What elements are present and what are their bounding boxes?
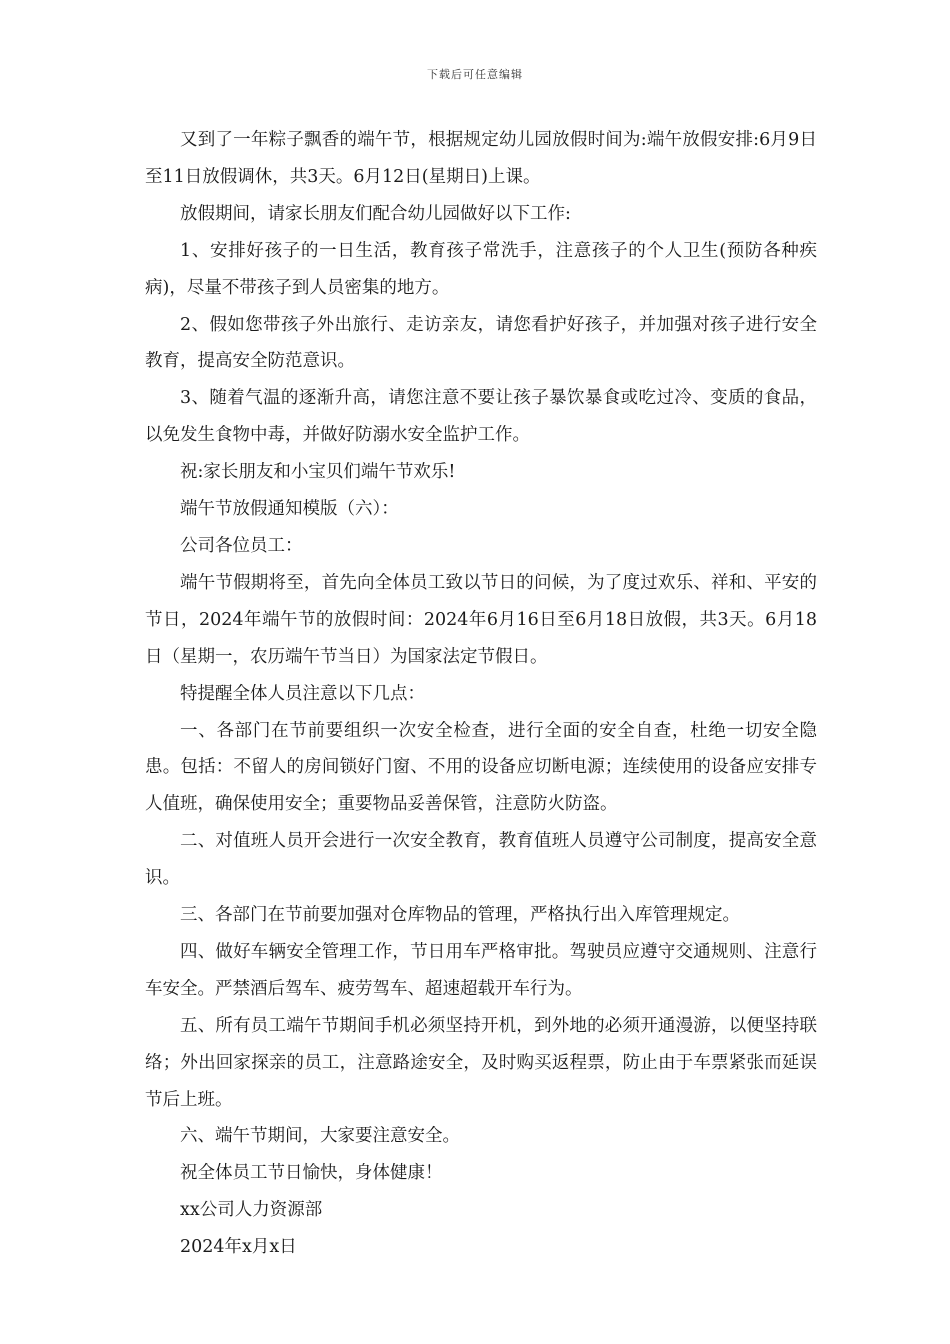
paragraph-item-2: 2、假如您带孩子外出旅行、走访亲友，请您看护好孩子，并加强对孩子进行安全教育，提高安全防范意识。 <box>145 314 817 372</box>
paragraph-reminder-intro: 特提醒全体人员注意以下几点： <box>180 683 425 704</box>
document-body <box>145 122 817 1266</box>
paragraph-item-3: 3、随着气温的逐渐升高，请您注意不要让孩子暴饮暴食或吃过冷、变质的食品，以免发生食物中毒，并做好防溺水安全监护工作。 <box>145 388 817 446</box>
paragraph-kindergarten-greeting: 祝:家长朋友和小宝贝们端午节欢乐! <box>180 462 456 483</box>
paragraph-parent-request: 放假期间，请家长朋友们配合幼儿园做好以下工作: <box>180 203 571 224</box>
paragraph-item-1: 1、安排好孩子的一日生活，教育孩子常洗手，注意孩子的个人卫生(预防各种疾病)，尽量不带孩子到人员密集的地方。 <box>145 240 817 298</box>
paragraph-point-2: 二、对值班人员开会进行一次安全教育，教育值班人员遵守公司制度，提高安全意识。 <box>145 831 817 889</box>
paragraph-point-3: 三、各部门在节前要加强对仓库物品的管理，严格执行出入库管理规定。 <box>180 905 740 926</box>
paragraph-salutation: 公司各位员工： <box>180 535 303 556</box>
paragraph-point-5: 五、所有员工端午节期间手机必须坚持开机，到外地的必须开通漫游，以便坚持联络；外出回家探亲的员工，注意路途安全，及时购买返程票，防止由于车票紧张而延误节后上班。 <box>145 1015 817 1110</box>
paragraph-company-schedule: 端午节假期将至，首先向全体员工致以节日的问候，为了度过欢乐、祥和、平安的节日，2024年端午节的放假时间：2024年6月16日至6月18日放假，共3天。6月18日（星期一，农历端午节当日）为国家法定节假日。 <box>145 572 817 667</box>
paragraph-template-title: 端午节放假通知模版（六）： <box>180 499 399 520</box>
paragraph-point-6: 六、端午节期间，大家要注意安全。 <box>180 1126 460 1147</box>
paragraph-signature-department: xx公司人力资源部 <box>180 1200 323 1221</box>
paragraph-point-4: 四、做好车辆安全管理工作，节日用车严格审批。驾驶员应遵守交通规则、注意行车安全。严禁酒后驾车、疲劳驾车、超速超载开车行为。 <box>145 941 817 999</box>
paragraph-holiday-schedule: 又到了一年粽子飘香的端午节，根据规定幼儿园放假时间为:端午放假安排:6月9日至11日放假调休，共3天。6月12日(星期日)上课。 <box>145 130 817 187</box>
page-header-note: 下载后可任意编辑 <box>427 68 523 81</box>
paragraph-point-1: 一、各部门在节前要组织一次安全检查，进行全面的安全自查，杜绝一切安全隐患。包括：不留人的房间锁好门窗、不用的设备应切断电源；连续使用的设备应安排专人值班，确保使用安全；重要物品妥善保管，注意防火防盗。 <box>145 720 817 815</box>
paragraph-signature-date: 2024年x月x日 <box>180 1237 297 1258</box>
paragraph-company-greeting: 祝全体员工节日愉快，身体健康！ <box>180 1163 443 1184</box>
